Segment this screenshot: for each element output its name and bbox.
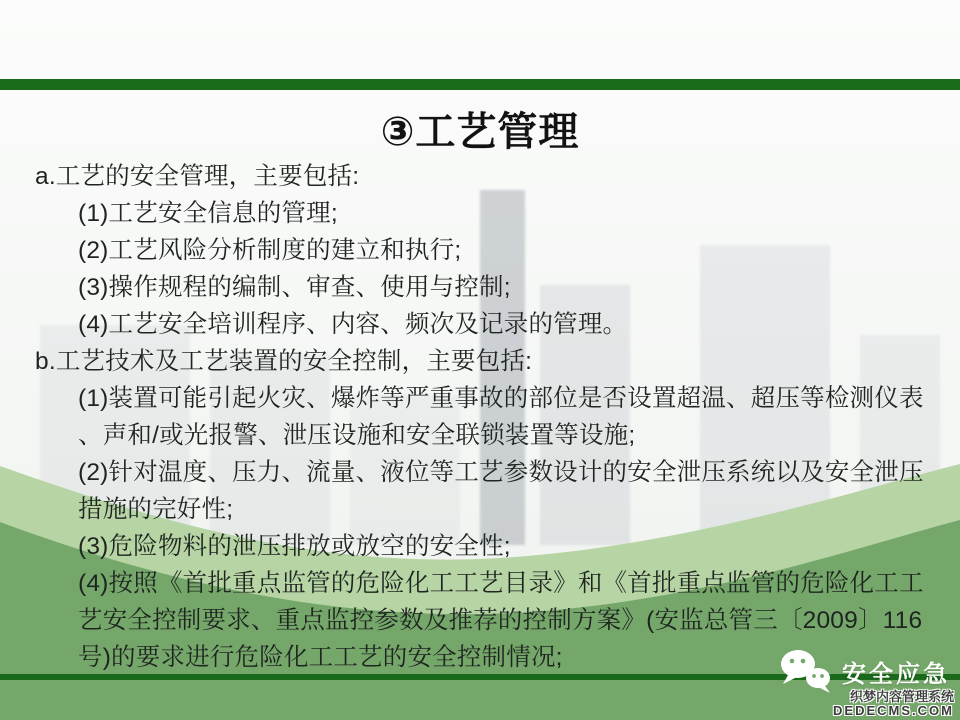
slide-title: ③工艺管理 (380, 110, 580, 154)
slide-body (35, 158, 930, 676)
body-line: (2)针对温度、压力、流量、液位等工艺参数设计的安全泄压系统以及安全泄压措施的完好性; (78, 459, 924, 523)
footer-brand-label: 安全应急 (842, 660, 950, 688)
body-line: (3)操作规程的编制、审查、使用与控制; (78, 274, 511, 301)
top-accent-bar (0, 79, 960, 90)
body-line: a.工艺的安全管理，主要包括: (35, 163, 360, 190)
cms-watermark-line1: 织梦内容管理系统 (849, 689, 954, 704)
cms-watermark-line2: DEDECMS.COM (833, 703, 954, 718)
body-line: (1)工艺安全信息的管理; (78, 200, 338, 227)
cms-watermark (833, 690, 954, 718)
wechat-icon (776, 648, 834, 694)
body-line: (4)工艺安全培训程序、内容、频次及记录的管理。 (78, 311, 628, 338)
body-line: (4)按照《首批重点监管的危险化工工艺目录》和《首批重点监管的危险化工工艺安全控制要求、重点监控参数及推荐的控制方案》(安监总管三〔2009〕116号)的要求进行危险化工工艺的安全控制情况; (78, 570, 924, 671)
body-line: b.工艺技术及工艺装置的安全控制，主要包括: (35, 348, 533, 375)
body-line: (3)危险物料的泄压排放或放空的安全性; (78, 533, 511, 560)
body-line: (1)装置可能引起火灾、爆炸等严重事故的部位是否设置超温、超压等检测仪表、声和/或光报警、泄压设施和安全联锁装置等设施; (78, 385, 924, 449)
footer-brand (776, 648, 950, 694)
body-line: (2)工艺风险分析制度的建立和执行; (78, 237, 462, 264)
